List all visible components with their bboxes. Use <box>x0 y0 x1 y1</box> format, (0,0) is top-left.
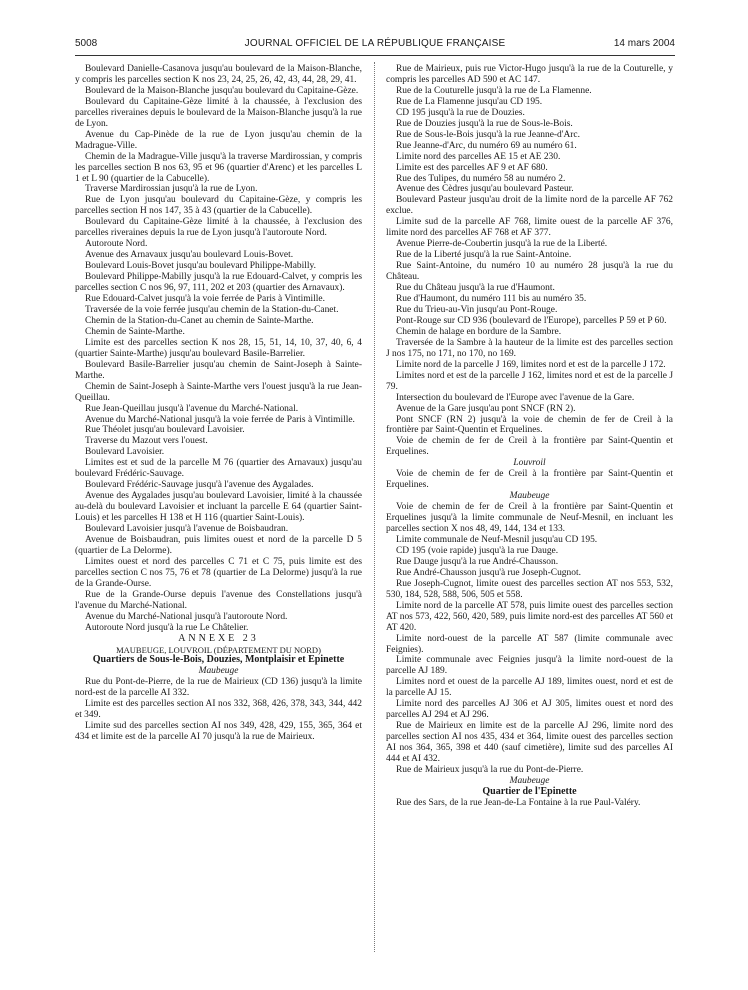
paragraph: Boulevard Lavoisier. <box>85 447 165 458</box>
paragraph: Limites nord et ouest de la parcelle AJ 189, limites ouest, nord et est de la parcelle AJ 15. <box>386 677 673 699</box>
paragraph: Traversée de la voie ferrée jusqu'au chemin de la Station-du-Canet. <box>85 304 339 315</box>
right-column <box>386 64 673 809</box>
paragraph: Rue des Tulipes, du numéro 58 au numéro 2. <box>396 173 566 184</box>
paragraph: Limite nord de la parcelle J 169, limites nord et est de la parcelle J 172. <box>396 359 666 370</box>
paragraph: Avenue de Boisbaudran, puis limites ouest et nord de la parcelle D 5 (quartier de La Delorme). <box>75 534 362 556</box>
paragraph: Limites est et sud de la parcelle M 76 (quartier des Arnavaux) jusqu'au boulevard Frédéric-Sauvage. <box>75 458 362 480</box>
paragraph: Rue des Sars, de la rue Jean-de-La Fontaine à la rue Paul-Valéry. <box>396 797 641 808</box>
paragraph: Limite nord de la parcelle AT 578, puis limite ouest des parcelles section AT nos 573, 422, 560, 420, 589, puis limite nord-est des parcelles AT 560 et AT 420. <box>386 600 673 633</box>
epinette-paragraph-list <box>386 798 673 809</box>
paragraph: Rue de la Liberté jusqu'à la rue Saint-Antoine. <box>396 250 572 261</box>
paragraph: Limites nord et est de la parcelle J 162, limites nord et est de la parcelle J 79. <box>386 370 673 392</box>
paragraph: Boulevard Lavoisier jusqu'à l'avenue de Boisbaudran. <box>85 524 289 535</box>
left-column <box>75 64 362 743</box>
paragraph: Rue de la Couturelle jusqu'à la rue de La Flamenne. <box>396 85 592 96</box>
paragraph: CD 195 (voie rapide) jusqu'à la rue Dauge. <box>396 545 559 556</box>
header-rule <box>75 55 675 56</box>
paragraph: Rue Saint-Antoine, du numéro 10 au numéro 28 jusqu'à la rue du Château. <box>386 261 673 283</box>
paragraph: Rue du Trieu-au-Vin jusqu'au Pont-Rouge. <box>396 304 558 315</box>
paragraph: Boulevard Louis-Bovet jusqu'au boulevard Philippe-Mabilly. <box>85 261 316 272</box>
paragraph: Limite nord des parcelles AJ 306 et AJ 305, limites ouest et nord des parcelles AJ 294 et AJ 296. <box>386 699 673 721</box>
paragraph: Limite sud des parcelles section AI nos 349, 428, 429, 155, 365, 364 et 434 et limite est de la parcelle AI 70 jusqu'à la rue de Mairieux. <box>75 721 362 743</box>
paragraph: Rue Joseph-Cugnot, limite ouest des parcelles section AT nos 553, 532, 530, 184, 528, 588, 506, 505 et 558. <box>386 578 673 600</box>
paragraph: Limite est des parcelles section K nos 28, 15, 51, 14, 10, 37, 40, 6, 4 (quartier Sainte-Marthe) jusqu'au boulevard Basile-Barrelier. <box>75 337 362 359</box>
paragraph: Chemin de la Station-du-Canet au chemin de Sainte-Marthe. <box>85 315 314 326</box>
paragraph: Autoroute Nord jusqu'à la rue Le Châtelier. <box>85 622 249 633</box>
paragraph: Rue André-Chausson jusqu'à rue Joseph-Cugnot. <box>396 567 581 578</box>
paragraph: Limite nord-ouest de la parcelle AT 587 (limite communale avec Feignies). <box>386 633 673 655</box>
paragraph: Chemin de halage en bordure de la Sambre. <box>396 326 562 337</box>
paragraph: Rue de Mairieux, puis rue Victor-Hugo jusqu'à la rue de la Couturelle, y compris les parcelles AD 590 et AC 147. <box>386 64 673 85</box>
paragraph: Avenue du Marché-National jusqu'à l'autoroute Nord. <box>85 611 288 622</box>
paragraph: Rue de Lyon jusqu'au boulevard du Capitaine-Gèze, y compris les parcelles section H nos 147, 35 à 43 (quartier de la Cabucelle). <box>75 195 362 217</box>
paragraph: Chemin de Sainte-Marthe. <box>85 326 185 337</box>
paragraph: Avenue des Aygalades jusqu'au boulevard Lavoisier, limité à la chaussée au-delà du boulevard Lavoisier et incluant la parcelle E 64 (quartier Saint-Louis) et les parcelles H 138 et H 116 (quartier Saint-Louis). <box>75 491 362 524</box>
paragraph: Intersection du boulevard de l'Europe avec l'avenue de la Gare. <box>396 392 635 403</box>
annexe-heading: Quartiers de Sous-le-Bois, Douzies, Montplaisir et Epinette <box>92 654 345 666</box>
paragraph: Rue Jeanne-d'Arc, du numéro 69 au numéro 61. <box>396 140 577 151</box>
paragraph: Rue Edouard-Calvet jusqu'à la voie ferrée de Paris à Vintimille. <box>85 294 325 305</box>
louvroil-paragraph-list <box>386 469 673 491</box>
paragraph: Voie de chemin de fer de Creil à la frontière par Saint-Quentin et Erquelines jusqu'à la limite communale de Neuf-Mesnil, en incluant les parcelles section X nos 48, 49, 144, 134 et 133. <box>386 502 673 535</box>
publication-date: 14 mars 2004 <box>613 38 675 49</box>
paragraph: Boulevard Frédéric-Sauvage jusqu'à l'avenue des Aygalades. <box>85 480 314 491</box>
left-paragraph-list <box>75 64 362 634</box>
paragraph: Limite sud de la parcelle AF 768, limite ouest de la parcelle AF 376, limite nord des parcelles AF 768 et AF 377. <box>386 217 673 239</box>
paragraph: Avenue Pierre-de-Coubertin jusqu'à la rue de la Liberté. <box>396 239 608 250</box>
paragraph: Limite communale avec Feignies jusqu'à la limite nord-ouest de la parcelle AJ 189. <box>386 655 673 677</box>
paragraph: Boulevard Basile-Barrelier jusqu'au chemin de Saint-Joseph à Sainte-Marthe. <box>75 359 362 381</box>
paragraph: Avenue des Cèdres jusqu'au boulevard Pasteur. <box>396 184 574 195</box>
paragraph: Chemin de la Madrague-Ville jusqu'à la traverse Mardirossian, y compris les parcelles section B nos 63, 95 et 96 (quartier d'Arenc) et les parcelles L 1 et L 90 (quartier de la Cabucelle). <box>75 151 362 184</box>
paragraph: Boulevard du Capitaine-Gèze limité à la chaussée, à l'exclusion des parcelles riveraines depuis le boulevard de la Maison-Blanche jusqu'à la rue de Lyon. <box>75 96 362 129</box>
paragraph: Limite est des parcelles section AI nos 332, 368, 426, 378, 343, 344, 442 et 349. <box>75 699 362 721</box>
section-heading-maubeuge: Maubeuge <box>198 666 239 677</box>
paragraph: Traverse Mardirossian jusqu'à la rue de Lyon. <box>85 184 258 195</box>
section-heading-louvroil: Louvroil <box>513 458 546 469</box>
paragraph: Traversée de la Sambre à la hauteur de la limite est des parcelles section J nos 175, no 171, no 170, no 169. <box>386 337 673 359</box>
paragraph: Limites ouest et nord des parcelles C 71 et C 75, puis limite est des parcelles section C nos 75, 76 et 78 (quartier de La Delorme) jusqu'à la rue de la Grande-Ourse. <box>75 556 362 589</box>
paragraph: Limite est des parcelles AF 9 et AF 680. <box>396 162 548 173</box>
paragraph: Autoroute Nord. <box>85 239 148 250</box>
paragraph: Boulevard Philippe-Mabilly jusqu'à la rue Edouard-Calvet, y compris les parcelles section C nos 96, 97, 111, 202 et 203 (quartier des Arnavaux). <box>75 272 362 294</box>
paragraph: Rue de Sous-le-Bois jusqu'à la rue Jeanne-d'Arc. <box>396 129 580 140</box>
column-divider <box>374 62 375 952</box>
paragraph: Rue de La Flamenne jusqu'au CD 195. <box>396 96 543 107</box>
paragraph: CD 195 jusqu'à la rue de Douzies. <box>396 107 525 118</box>
paragraph: Limite communale de Neuf-Mesnil jusqu'au CD 195. <box>396 534 598 545</box>
annexe-subtitle: MAUBEUGE, LOUVROIL (DÉPARTEMENT DU NORD) <box>116 644 321 655</box>
paragraph: Avenue du Marché-National jusqu'à la voie ferrée de Paris à Vintimille. <box>85 414 355 425</box>
section-heading-maubeuge-2: Maubeuge <box>509 491 550 502</box>
paragraph: Voie de chemin de fer de Creil à la frontière par Saint-Quentin et Erquelines. <box>386 436 673 458</box>
paragraph: Rue Jean-Queillau jusqu'à l'avenue du Marché-National. <box>85 403 299 414</box>
paragraph: Avenue des Arnavaux jusqu'au boulevard Louis-Bovet. <box>85 250 294 261</box>
journal-title: JOURNAL OFFICIEL DE LA RÉPUBLIQUE FRANÇAISE <box>244 38 506 49</box>
paragraph: Rue d'Haumont, du numéro 111 bis au numéro 35. <box>396 294 587 305</box>
right-paragraph-list <box>386 64 673 458</box>
paragraph: Rue du Pont-de-Pierre, de la rue de Mairieux (CD 136) jusqu'à la limite nord-est de la parcelle AI 332. <box>75 677 362 699</box>
paragraph: Rue de la Grande-Ourse depuis l'avenue des Constellations jusqu'à l'avenue du Marché-National. <box>75 589 362 611</box>
paragraph: Pont-Rouge sur CD 936 (boulevard de l'Europe), parcelles P 59 et P 60. <box>396 315 667 326</box>
paragraph: Rue de Mairieux jusqu'à la rue du Pont-de-Pierre. <box>396 765 584 775</box>
paragraph: Avenue de la Gare jusqu'au pont SNCF (RN 2). <box>396 403 576 414</box>
paragraph: Boulevard du Capitaine-Gèze limité à la chaussée, à l'exclusion des parcelles riveraines depuis la rue de Lyon jusqu'à l'autoroute Nord. <box>75 217 362 239</box>
paragraph: Rue Dauge jusqu'à la rue André-Chausson. <box>396 556 559 567</box>
page-number: 5008 <box>75 38 98 49</box>
paragraph: Boulevard Danielle-Casanova jusqu'au boulevard de la Maison-Blanche, y compris les parcelles section K nos 23, 24, 25, 26, 42, 43, 44, 28, 29, 41. <box>75 64 362 85</box>
paragraph: Traverse du Mazout vers l'ouest. <box>85 436 208 447</box>
paragraph: Voie de chemin de fer de Creil à la frontière par Saint-Quentin et Erquelines. <box>386 469 673 491</box>
paragraph: Pont SNCF (RN 2) jusqu'à la voie de chemin de fer de Creil à la frontière par Saint-Quentin et Erquelines. <box>386 414 673 436</box>
paragraph: Rue de Mairieux en limite est de la parcelle AJ 296, limite nord des parcelles section AI nos 435, 434 et 364, limite ouest des parcelles section AI nos 364, 365, 398 et 440 (sauf cimetière), limite sud des parcelles AI 444 et AI 432. <box>386 721 673 765</box>
epinette-heading: Quartier de l'Epinette <box>482 785 577 797</box>
paragraph: Avenue du Cap-Pinède de la rue de Lyon jusqu'au chemin de la Madrague-Ville. <box>75 129 362 151</box>
paragraph: Rue du Château jusqu'à la rue d'Haumont. <box>396 283 555 294</box>
maubeuge-paragraph-list <box>75 677 362 743</box>
paragraph: Rue Théolet jusqu'au boulevard Lavoisier. <box>85 425 245 436</box>
section-heading-maubeuge-3: Maubeuge <box>509 775 550 786</box>
paragraph: Chemin de Saint-Joseph à Sainte-Marthe vers l'ouest jusqu'à la rue Jean-Queillau. <box>75 381 362 403</box>
page-header <box>75 38 675 52</box>
paragraph: Rue de Douzies jusqu'à la rue de Sous-le-Bois. <box>396 118 573 129</box>
paragraph: Boulevard de la Maison-Blanche jusqu'au boulevard du Capitaine-Gèze. <box>85 85 359 96</box>
paragraph: Limite nord des parcelles AE 15 et AE 230. <box>396 151 561 162</box>
maubeuge-2-paragraph-list <box>386 502 673 776</box>
annexe-title: ANNEXE 23 <box>178 632 259 644</box>
paragraph: Boulevard Pasteur jusqu'au droit de la limite nord de la parcelle AF 762 exclue. <box>386 195 673 217</box>
